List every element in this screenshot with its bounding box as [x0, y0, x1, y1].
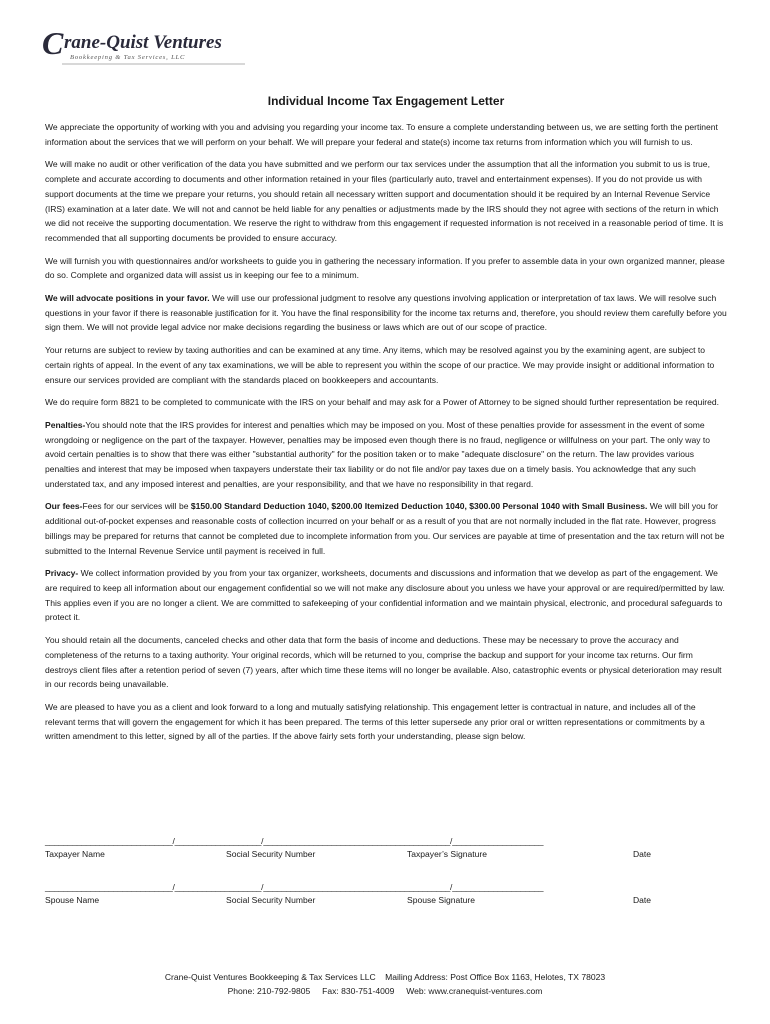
logo-initial: C [42, 25, 64, 61]
fees-intro: Fees for our services will be [82, 501, 191, 512]
fees-text: We will bill you for additional out-of-pocket expenses and reasonable costs of collection incurred on your behalf or as a result of you that are not normally included in the flat rate. However, progress billings may be prepared for returns that cannot be completed due to incomplete information from you. Our services are payable at time of presentation and the tax return will not be submitted to the Internal Revenue Service until payment is received in full. [45, 501, 725, 556]
privacy-text: We collect information provided by you from your tax organizer, worksheets, documents and discussions and information that we develop as part of the engagement. We are required to keep all information about our engagement confidential so we will not make any disclosure about you unless we have your approval or are required/permitted by law. This applies even if you are no longer a client. We are committed to safekeeping of your confidential information and we maintain physical, electronic, and procedural safeguards to protect it. [45, 568, 725, 623]
spouse-ssn-label: Social Security Number [226, 895, 316, 905]
company-logo [40, 24, 250, 70]
taxpayer-signature-labels [45, 849, 727, 863]
taxpayer-signature-label: Taxpayer’s Signature [407, 849, 487, 859]
logo-tagline: Bookkeeping & Tax Services, LLC [70, 54, 186, 61]
advocacy-heading: We will advocate positions in your favor. [45, 293, 210, 304]
spouse-signature-line[interactable]: ____________________________/___________________/_________________________________________/____________________ [45, 882, 544, 892]
logo-company-name: rane-Quist Ventures [64, 32, 222, 53]
advocacy-text: We will use our professional judgment to resolve any questions involving application or interpretation of tax laws. We will resolve such questions in your favor if there is reasonable justification for it. You have the final responsibility for the income tax returns and, therefore, you should review them carefully before you sign them. We will not provide legal advice nor make decisions regarding the business or laws which are out of our scope of practice. [45, 293, 727, 333]
paragraph-verification: We will make no audit or other verification of the data you have submitted and we perform our tax services under the assumption that all the information you submit to us is true, complete and accurate according to documents and other information retained in your files (particularly auto, travel and entertainment expenses). If you do not provide us with support documents at the time we prepare your returns, you should retain all necessary written support and documentation should it be required by an Internal Revenue Service (IRS) examination at a later date. We will not and cannot be held liable for any penalties or adjustments made by the IRS should they not agree with sections of the return in which we did not receive the supporting documentation. We reserve the right to withdraw from this engagement if requested information is not received in a reasonable period of time. It is recommended that all supporting documents be provided to ensure accuracy. [45, 159, 724, 243]
page-footer [0, 971, 770, 998]
taxpayer-ssn-label: Social Security Number [226, 849, 316, 859]
spouse-name-label: Spouse Name [45, 895, 100, 905]
paragraph-closing: We are pleased to have you as a client and look forward to a long and mutually satisfying relationship. This engagement letter is contractual in nature, and includes all of the relevant terms that will govern the engagement for which it has been prepared. The terms of this letter supersede any prior oral or written representations or commitments by a written amendment to this letter, signed by all of the parties. If the above fairly sets forth your understanding, please sign below. [45, 701, 705, 742]
paragraph-advocacy [45, 291, 727, 335]
paragraph-fees [45, 499, 727, 558]
spouse-date-label: Date [633, 895, 652, 905]
taxpayer-name-label: Taxpayer Name [45, 849, 105, 859]
paragraph-questionnaires: We will furnish you with questionnaires and/or worksheets to guide you in gathering the necessary information. If you prefer to assemble data in your own organized manner, please do so. Complete and organized data will assist us in keeping our fee to a minimum. [45, 255, 725, 281]
footer-contact: Phone: 210-792-9805 Fax: 830-751-4009 Web: www.cranequist-ventures.com [227, 985, 543, 996]
privacy-heading: Privacy- [45, 568, 79, 579]
fees-amounts: $150.00 Standard Deduction 1040, $200.00 Itemized Deduction 1040, $300.00 Personal 1040 with Small Business. [190, 501, 648, 512]
paragraph-retention: You should retain all the documents, canceled checks and other data that form the basis of income and deductions. These may be necessary to prove the accuracy and completeness of the returns to a taxing authority. Your original records, which will be returned to you, comprise the backup and support for your income tax returns. Our firm destroys client files after a retention period of seven (7) years, after which time these items will no longer be available. Also, catastrophic events or physical deterioration may result in our records being unavailable. [45, 635, 722, 690]
letter-title: Individual Income Tax Engagement Letter [267, 94, 505, 108]
spouse-signature-labels [45, 895, 727, 909]
spouse-signature-block [45, 881, 727, 909]
taxpayer-signature-line[interactable]: ____________________________/___________________/_________________________________________/____________________ [45, 836, 544, 846]
paragraph-form-8821: We do require form 8821 to be completed to communicate with the IRS on your behalf and may ask for a Power of Attorney to be signed should further representation be required. [45, 397, 720, 408]
penalties-heading: Penalties- [45, 419, 86, 430]
letter-body [45, 94, 727, 752]
taxpayer-date-label: Date [633, 849, 652, 859]
taxpayer-signature-block [45, 835, 727, 863]
paragraph-privacy [45, 566, 727, 625]
penalties-text: You should note that the IRS provides for interest and penalties which may be imposed on you. Most of these penalties provide for assessment in the event of some wrongdoing or negligence on the part of the taxpayer. However, penalties may be imposed even though there is no fraud, negligence or willfulness on your part. The only way to avoid certain penalties is to show that there was either "substantial authority" for the position taken or to make "adequate disclosure" on the return. The law provides various penalties and interest that may be imposed when taxpayers understate their tax liability or do not file and/or pay taxes due on a timely basis. You acknowledge that any such understated tax, and any imposed interest and penalties, are your responsibility, and that we have no responsibility in that regard. [45, 419, 711, 489]
paragraph-intro: We appreciate the opportunity of working with you and advising you regarding your income tax. To ensure a complete understanding between us, we are setting forth the pertinent information about the services that we will perform on your behalf. We will prepare your federal and state(s) income tax returns from information which you will furnish to us. [45, 122, 718, 147]
footer-address: Crane-Quist Ventures Bookkeeping & Tax Services LLC Mailing Address: Post Office Box 1163, Helotes, TX 78023 [164, 972, 606, 982]
spouse-signature-label: Spouse Signature [407, 895, 475, 905]
paragraph-review: Your returns are subject to review by taxing authorities and can be examined at any time. Any items, which may be resolved against you by the examining agent, are subject to certain rights of appeal. In the event of any tax examinations, we will be able to represent you within the scope of our practice. We may provide insight or additional information to ensure our services provided are compliant with the standards placed on bookkeepers and accountants. [45, 345, 715, 385]
fees-heading: Our fees- [45, 501, 83, 512]
paragraph-penalties [45, 418, 727, 492]
